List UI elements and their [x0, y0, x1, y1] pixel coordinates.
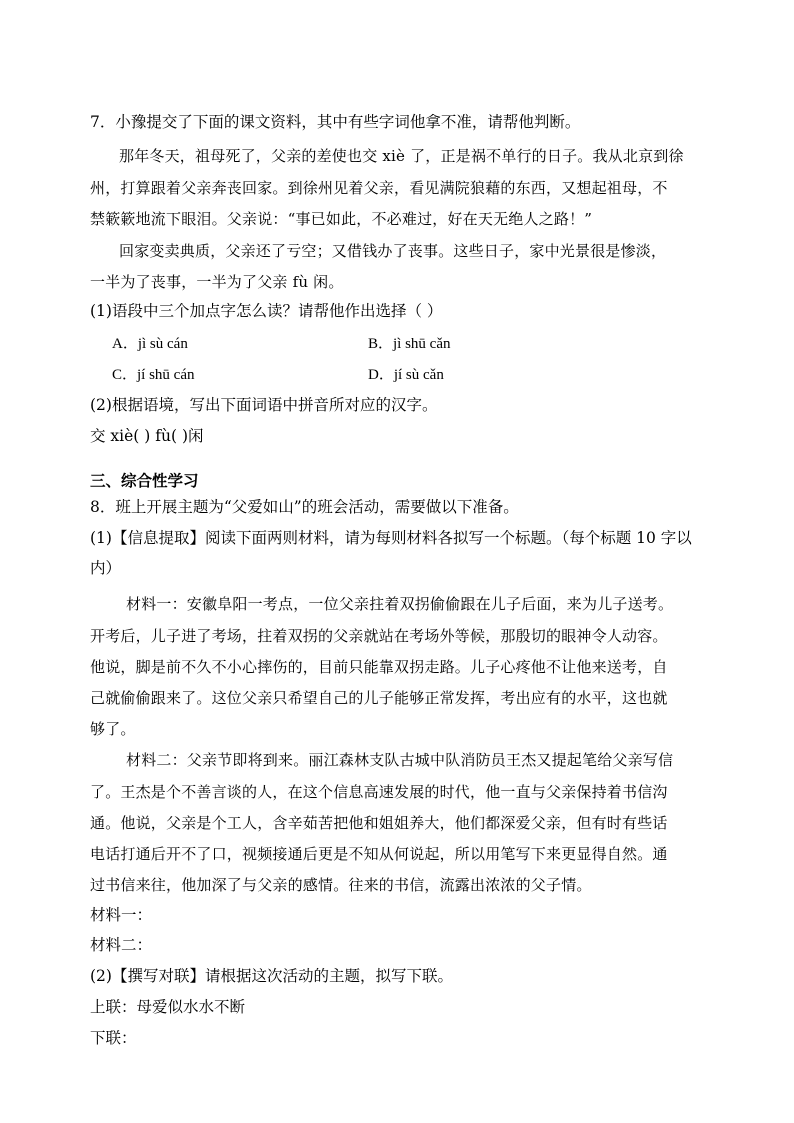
- couplet-lower: 下联：: [90, 1029, 137, 1047]
- material2-line-2: 了。王杰是个不善言谈的人，在这个信息高速发展的时代，他一直与父亲保持着书信沟: [90, 783, 668, 801]
- answer-material2-label: 材料二：: [90, 936, 153, 954]
- couplet-upper: 上联：母爱似水水不断: [90, 998, 246, 1016]
- q8-sub1-line-1: (1)【信息提取】阅读下面两则材料，请为每则材料各拟写一个标题。（每个标题 10 字以: [90, 529, 692, 547]
- q8-sub1-line-2: 内）: [90, 559, 122, 577]
- q7-passage-line-1: 那年冬天，祖母死了，父亲的差使也交 xiè 了，正是祸不单行的日子。我从北京到徐: [119, 147, 684, 165]
- q8-sub2: (2)【撰写对联】请根据这次活动的主题，拟写下联。: [90, 967, 453, 985]
- material2-line-1: 材料二：父亲节即将到来。丽江森林支队古城中队消防员王杰又提起笔给父亲写信: [126, 751, 674, 769]
- q7-option-a: A．jì sù cán: [112, 336, 188, 352]
- answer-material1-label: 材料一：: [90, 906, 153, 924]
- q7-option-c: C．jí shū cán: [112, 367, 195, 383]
- material1-line-1: 材料一：安徽阜阳一考点，一位父亲拄着双拐偷偷跟在儿子后面，来为儿子送考。: [126, 595, 674, 613]
- q7-option-d: D．jí sù cǎn: [368, 367, 444, 383]
- material1-line-3: 他说，脚是前不久不小心摔伤的，目前只能靠双拐走路。儿子心疼他不让他来送考，自: [90, 658, 668, 676]
- section-heading: 三、综合性学习: [90, 471, 199, 490]
- q7-passage-line-2: 州，打算跟着父亲奔丧回家。到徐州见着父亲，看见满院狼藉的东西，又想起祖母，不: [90, 179, 668, 197]
- q7-passage-line-3: 禁簌簌地流下眼泪。父亲说：“事已如此，不必难过，好在天无绝人之路！”: [90, 210, 593, 228]
- q7-passage-line-4: 回家变卖典质，父亲还了亏空；又借钱办了丧事。这些日子，家中光景很是惨淡，: [119, 242, 667, 260]
- q7-sub1: (1)语段中三个加点字怎么读？请帮他作出选择（ ）: [90, 302, 443, 320]
- q7-fill-blanks: 交 xiè( ) fù( )闲: [90, 427, 204, 445]
- q7-passage-line-5: 一半为了丧事，一半为了父亲 fù 闲。: [90, 273, 344, 291]
- material2-line-5: 过书信来往，他加深了与父亲的感情。往来的书信，流露出浓浓的父子情。: [90, 876, 592, 894]
- material1-line-2: 开考后，儿子进了考场，拄着双拐的父亲就站在考场外等候，那殷切的眼神令人动容。: [90, 627, 668, 645]
- material1-line-4: 己就偷偷跟来了。这位父亲只希望自己的儿子能够正常发挥，考出应有的水平，这也就: [90, 689, 668, 707]
- q8-stem: 8．班上开展主题为“父爱如山”的班会活动，需要做以下准备。: [90, 498, 519, 516]
- q7-option-b: B．jì shū cǎn: [368, 336, 451, 352]
- q7-stem: 7．小豫提交了下面的课文资料，其中有些字词他拿不准，请帮他判断。: [90, 113, 581, 131]
- q7-sub2: (2)根据语境，写出下面词语中拼音所对应的汉字。: [90, 396, 438, 414]
- material1-line-5: 够了。: [90, 720, 136, 738]
- material2-line-3: 通。他说，父亲是个工人，含辛茹苦把他和姐姐养大，他们都深爱父亲，但有时有些话: [90, 814, 668, 832]
- material2-line-4: 电话打通后开不了口，视频接通后更是不知从何说起，所以用笔写下来更显得自然。通: [90, 845, 668, 863]
